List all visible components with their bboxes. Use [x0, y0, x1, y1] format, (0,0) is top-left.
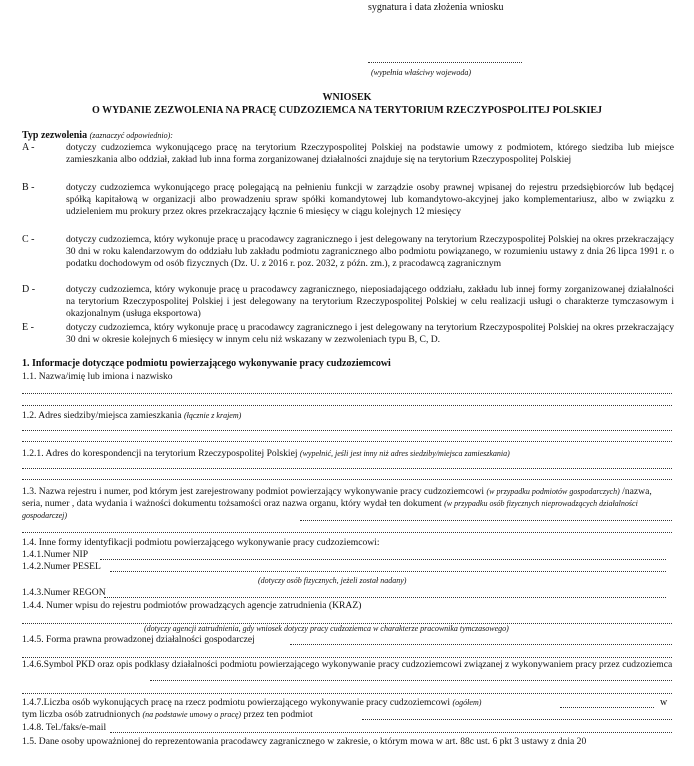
field-1-1-label: 1.1. Nazwa/imię lub imiona i nazwisko — [22, 371, 173, 382]
regon-input[interactable] — [104, 597, 666, 598]
field-1-2-1-hint: (wypełnić, jeśli jest inny niż adres siedziby/miejsca zamieszkania) — [299, 449, 510, 458]
form-title-line1: WNIOSEK — [322, 92, 372, 103]
legal-form-input-line2[interactable] — [22, 657, 672, 658]
field-1-4-2-hint: (dotyczy osób fizycznych, jeżeli został nadany) — [258, 576, 407, 585]
field-1-3-text-a: 1.3. Nazwa rejestru i numer, pod którym jest zarejestrowany podmiot powierzający wykonywanie pracy cudzoziemcowi — [22, 486, 485, 497]
permit-type-c-letter[interactable]: C - — [22, 234, 35, 245]
permit-type-d-text: dotyczy cudzoziemca, który wykonuje pracę u pracodawcy zagranicznego, nieposiadającego oddziału, zakładu lub innej formy zorganizowanej działalności na terytorium Rzeczypospolitej Polskiej i jest delegowany na terytorium Rzeczypospolitej Polskiej w celu realizacji usługi o charakterze tymczasowym i okazjonalnym (usługa eksportowa) — [66, 284, 674, 319]
field-1-4-7-text-c: przez ten podmiot — [243, 709, 313, 720]
field-1-4-2-label: 1.4.2.Numer PESEL — [22, 561, 101, 572]
field-1-4-5-label: 1.4.5. Forma prawna prowadzonej działalności gospodarczej — [22, 634, 255, 645]
field-1-2-input-line1[interactable] — [22, 430, 672, 431]
nip-input[interactable] — [100, 559, 666, 560]
field-1-4-7-label — [22, 697, 481, 708]
signature-date-field[interactable] — [368, 62, 522, 63]
field-1-4-label: 1.4. Inne formy identyfikacji podmiotu powierzającego wykonywanie pracy cudzoziemcowi: — [22, 537, 380, 548]
voivode-note: (wypełnia właściwy wojewoda) — [371, 68, 471, 77]
field-1-2-1-input-line1[interactable] — [22, 468, 672, 469]
field-1-4-4-label: 1.4.4. Numer wpisu do rejestru podmiotów prowadzących agencje zatrudnienia (KRAZ) — [22, 600, 362, 611]
field-1-4-7-hint: (ogółem) — [452, 698, 482, 707]
permit-type-a-text: dotyczy cudzoziemca wykonującego pracę na terytorium Rzeczypospolitej Polskiej na podstawie umowy z podmiotem, którego siedziba lub miejsce zamieszkania albo oddział, zakład lub inna forma zorganizowanej działalności znajduje się na terytorium Rzeczypospolitej Polskiej — [66, 142, 674, 165]
field-1-4-7-line2 — [22, 709, 313, 720]
field-1-4-8-label: 1.4.8. Tel./faks/e-mail — [22, 722, 107, 733]
employee-contract-input[interactable] — [362, 719, 672, 720]
field-1-4-3-label: 1.4.3.Numer REGON — [22, 587, 106, 598]
pesel-input[interactable] — [110, 571, 666, 572]
legal-form-input-line1[interactable] — [290, 644, 672, 645]
permit-type-heading — [22, 130, 173, 141]
section1-heading: 1. Informacje dotyczące podmiotu powierzającego wykonywanie pracy cudzoziemcowi — [22, 358, 391, 369]
field-1-3-input-line2[interactable] — [22, 532, 672, 533]
permit-type-a-letter[interactable]: A - — [22, 142, 35, 153]
form-title-line2: O WYDANIE ZEZWOLENIA NA PRACĘ CUDZOZIEMCA NA TERYTORIUM RZECZYPOSPOLITEJ POLSKIEJ — [91, 105, 603, 116]
field-1-4-4-hint: (dotyczy agencji zatrudnienia, gdy wniosek dotyczy pracy cudzoziemca w charakterze pracownika tymczasowego) — [144, 624, 509, 633]
field-1-3-label — [22, 486, 674, 522]
permit-type-e-letter[interactable]: E - — [22, 322, 34, 333]
field-1-4-7-text: 1.4.7.Liczba osób wykonujących pracę na rzecz podmiotu powierzającego wykonywanie pracy cudzoziemcowi — [22, 697, 451, 708]
signature-label: sygnatura i data złożenia wniosku — [368, 2, 504, 13]
pkd-input-line2[interactable] — [22, 693, 672, 694]
field-1-4-7-w: w — [660, 697, 668, 708]
permit-type-d-letter[interactable]: D - — [22, 284, 36, 295]
field-1-3-hint2: (w przypadku osób fizycznych nieprowadzących działalności gospodarczej) — [22, 499, 638, 520]
contact-input[interactable] — [110, 732, 672, 733]
field-1-3-hint1: (w przypadku podmiotów gospodarczych) — [486, 487, 620, 496]
field-1-2-1-label — [22, 448, 510, 459]
field-1-2-1-input-line2[interactable] — [22, 479, 672, 480]
field-1-2-label — [22, 410, 241, 421]
pkd-input-line1[interactable] — [150, 680, 672, 681]
permit-type-hint: (zaznaczyć odpowiednio): — [89, 131, 173, 140]
field-1-3-input-line1[interactable] — [300, 520, 672, 521]
field-1-2-text: 1.2. Adres siedziby/miejsca zamieszkania — [22, 410, 182, 421]
field-1-2-input-line2[interactable] — [22, 441, 672, 442]
field-1-2-1-text: 1.2.1. Adres do korespondencji na terytorium Rzeczypospolitej Polskiej — [22, 448, 298, 459]
field-1-5-label: 1.5. Dane osoby upoważnionej do reprezentowania pracodawcy zagranicznego w zakresie, o którym mowa w art. 88c ust. 6 pkt 3 ustawy z dnia 20 — [22, 736, 587, 747]
field-1-3-text-b: /nazwa, seria, numer , data wydania i ważności dokumentu tożsamości oraz nazwa organu, który wydał ten dokument — [22, 486, 652, 509]
field-1-1-input-line2[interactable] — [22, 405, 672, 406]
field-1-4-1-label: 1.4.1.Numer NIP — [22, 549, 89, 560]
field-1-4-6-label: 1.4.6.Symbol PKD oraz opis podklasy działalności podmiotu powierzającego wykonywanie pracy cudzoziemcowi związanej z wykonywaniem pracy przez cudzoziemca — [22, 659, 673, 670]
permit-type-e-text: dotyczy cudzoziemca, który wykonuje pracę u pracodawcy zagranicznego i jest delegowany na terytorium Rzeczypospolitej Polskiej na okres przekraczający 30 dni w okresie kolejnych 6 miesięcy w innym celu niż wskazany w zezwoleniach typu B, C, D. — [66, 322, 674, 345]
field-1-4-7-hint2: (na podstawie umowy o pracę) — [142, 710, 242, 719]
field-1-1-input-line1[interactable] — [22, 393, 672, 394]
permit-type-b-text: dotyczy cudzoziemca wykonującego pracę polegającą na pełnieniu funkcji w zarządzie osoby prawnej wpisanej do rejestru przedsiębiorców lub będącej spółką kapitałową w organizacji albo prowadzeniu spraw spółki komandytowej lub komandytowo-akcyjnej jako komplementariusz, albo w związku z udzieleniem mu prokury przez okres przekraczający łącznie 6 miesięcy w ciągu kolejnych 12 miesięcy — [66, 182, 674, 217]
field-1-4-7-text-b: tym liczba osób zatrudnionych — [22, 709, 141, 720]
field-1-2-hint: (łącznie z krajem) — [183, 411, 242, 420]
permit-type-label: Typ zezwolenia — [22, 130, 88, 141]
permit-type-b-letter[interactable]: B - — [22, 182, 35, 193]
permit-type-c-text: dotyczy cudzoziemca, który wykonuje pracę u pracodawcy zagranicznego i jest delegowany na terytorium Rzeczypospolitej Polskiej na okres przekraczający 30 dni w roku kalendarzowym do oddziału lub zakładu podmiotu zagranicznego albo podmiotu powiązanego, w rozumieniu ustawy z dnia 26 lipca 1991 r. o podatku dochodowym od osób fizycznych (Dz. U. z 2016 r. poz. 2032, z późn. zm.), z pracodawcą zagranicznym — [66, 234, 674, 269]
employee-total-input[interactable] — [560, 707, 654, 708]
